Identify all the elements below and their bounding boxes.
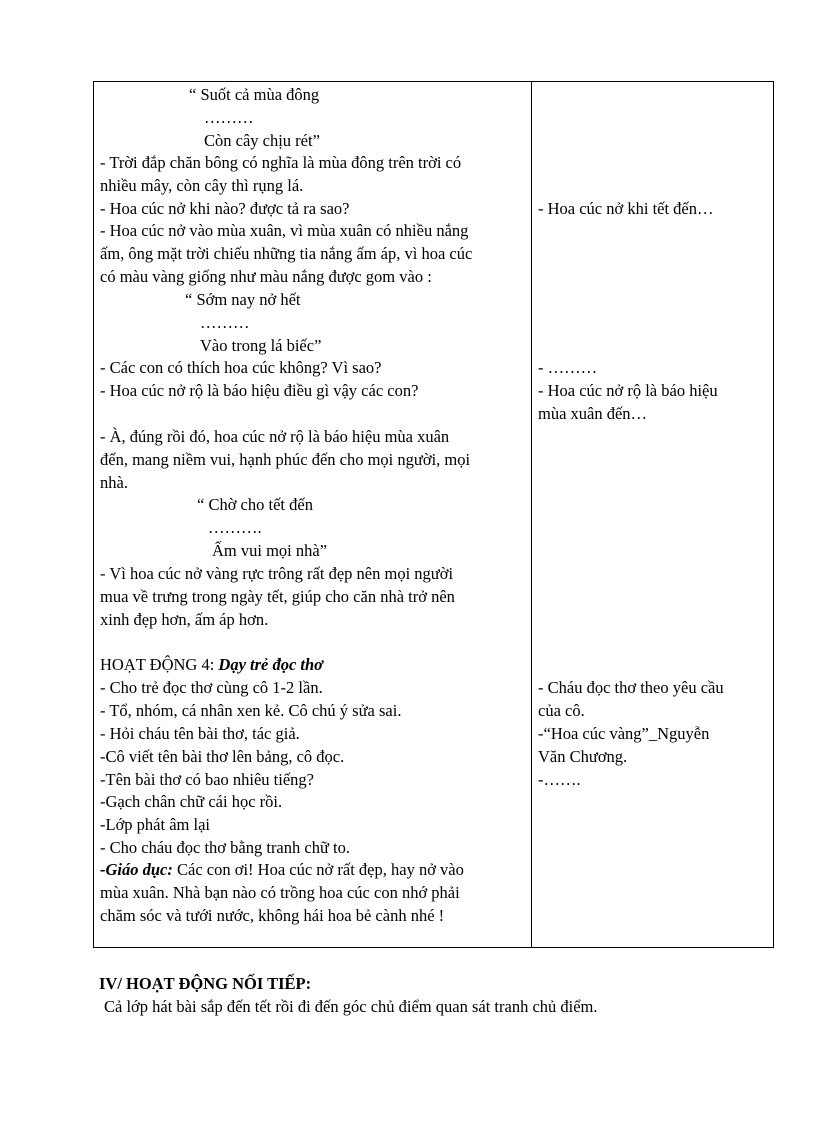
education-text: Các con ơi! Hoa cúc nở rất đẹp, hay nở vào: [172, 860, 464, 879]
answer-line: -…….: [538, 770, 581, 789]
text-line: nhà.: [100, 473, 128, 492]
answer-line: - Cháu đọc thơ theo yêu cầu: [538, 678, 724, 697]
activity-heading-title: Dạy trẻ đọc thơ: [218, 655, 324, 674]
poem-line: Ấm vui mọi nhà”: [212, 541, 328, 560]
answer-line: mùa xuân đến…: [538, 404, 648, 423]
text-line: - À, đúng rồi đó, hoa cúc nở rộ là báo hiệu mùa xuân: [100, 427, 450, 446]
text-line: -Tên bài thơ có bao nhiêu tiếng?: [100, 770, 314, 789]
answer-line: -“Hoa cúc vàng”_Nguyễn: [538, 724, 710, 743]
answer-line: Văn Chương.: [538, 747, 628, 766]
activity-heading: [100, 654, 323, 676]
poem-line: Còn cây chịu rét”: [204, 131, 320, 150]
text-line: -Cô viết tên bài thơ lên bảng, cô đọc.: [100, 747, 345, 766]
text-line: chăm sóc và tưới nước, không hái hoa bẻ cành nhé !: [100, 906, 445, 925]
text-line: - Tổ, nhóm, cá nhân xen kẻ. Cô chú ý sửa sai.: [100, 701, 402, 720]
section-heading: IV/ HOẠT ĐỘNG NỐI TIẾP:: [99, 974, 312, 993]
poem-ellipsis: ………: [204, 108, 254, 127]
text-line: - Hoa cúc nở rộ là báo hiệu điều gì vậy các con?: [100, 381, 419, 400]
text-line: mùa xuân. Nhà bạn nào có trồng hoa cúc con nhớ phải: [100, 883, 460, 902]
text-line: có màu vàng giống như màu nắng được gom vào :: [100, 267, 432, 286]
column-divider: [531, 82, 532, 947]
text-line: - Hoa cúc nở khi nào? được tả ra sao?: [100, 199, 350, 218]
text-line: - Vì hoa cúc nở vàng rực trông rất đẹp nên mọi người: [100, 564, 454, 583]
text-line: đến, mang niềm vui, hạnh phúc đến cho mọi người, mọi: [100, 450, 471, 469]
text-line: - Trời đắp chăn bông có nghĩa là mùa đông trên trời có: [100, 153, 462, 172]
text-line: mua về trưng trong ngày tết, giúp cho căn nhà trở nên: [100, 587, 455, 606]
education-note: [100, 859, 464, 881]
poem-line: “ Sớm nay nở hết: [185, 290, 301, 309]
poem-line: Vào trong lá biếc”: [200, 336, 322, 355]
poem-line: “ Suốt cả mùa đông: [189, 85, 320, 104]
poem-ellipsis: ………: [200, 313, 250, 332]
answer-line: - Hoa cúc nở khi tết đến…: [538, 199, 714, 218]
answer-line: của cô.: [538, 701, 585, 720]
answer-line: - ………: [538, 358, 598, 377]
text-line: - Cho trẻ đọc thơ cùng cô 1-2 lần.: [100, 678, 323, 697]
text-line: - Hoa cúc nở vào mùa xuân, vì mùa xuân có nhiều nắng: [100, 221, 469, 240]
activity-heading-label: HOẠT ĐỘNG 4:: [100, 655, 219, 674]
education-label: -Giáo dục:: [100, 860, 173, 879]
answer-line: - Hoa cúc nở rộ là báo hiệu: [538, 381, 718, 400]
poem-ellipsis: ……….: [208, 518, 262, 537]
text-line: ấm, ông mặt trời chiếu những tia nắng ấm áp, vì hoa cúc: [100, 244, 473, 263]
text-line: - Hỏi cháu tên bài thơ, tác giả.: [100, 724, 300, 743]
text-line: xinh đẹp hơn, ấm áp hơn.: [100, 610, 269, 629]
activity-table: [93, 81, 774, 948]
text-line: - Cho cháu đọc thơ bằng tranh chữ to.: [100, 838, 350, 857]
poem-line: “ Chờ cho tết đến: [197, 495, 313, 514]
text-line: - Các con có thích hoa cúc không? Vì sao?: [100, 358, 382, 377]
text-line: -Gạch chân chữ cái học rồi.: [100, 792, 283, 811]
text-line: -Lớp phát âm lại: [100, 815, 210, 834]
section-body: Cả lớp hát bài sắp đến tết rồi đi đến góc chủ điểm quan sát tranh chủ điểm.: [104, 997, 598, 1016]
text-line: nhiều mây, còn cây thì rụng lá.: [100, 176, 304, 195]
